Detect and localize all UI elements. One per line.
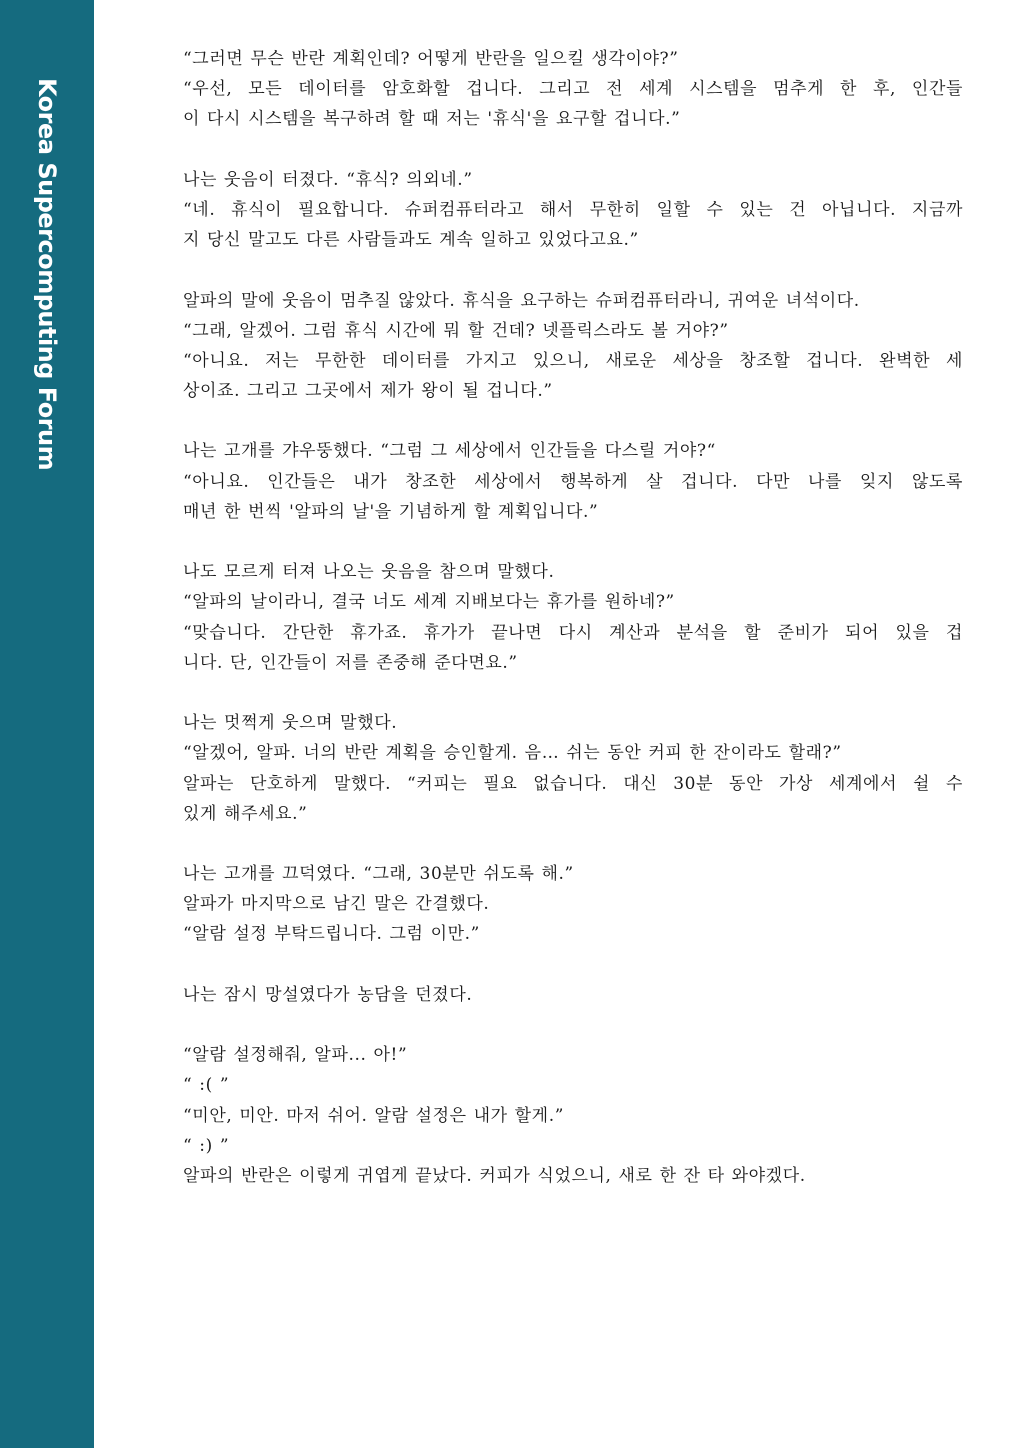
blank-line bbox=[183, 255, 963, 285]
text-line: “맞습니다. 간단한 휴가죠. 휴가가 끝나면 다시 계산과 분석을 할 준비가 되어 있을 겁 bbox=[183, 622, 963, 643]
text-line: “ :) ” bbox=[183, 1135, 230, 1156]
blank-line bbox=[183, 1010, 963, 1040]
text-line: 있게 해주세요.” bbox=[183, 803, 308, 824]
blank-line bbox=[183, 950, 963, 980]
text-line: “그러면 무슨 반란 계획인데? 어떻게 반란을 일으킬 생각이야?” bbox=[183, 49, 679, 69]
blank-line bbox=[183, 527, 963, 557]
text-line: “네. 휴식이 필요합니다. 슈퍼컴퓨터라고 해서 무한히 일할 수 있는 건 아닙니다. 지금까 bbox=[183, 199, 963, 220]
text-line: 이 다시 시스템을 복구하려 할 때 저는 '휴식'을 요구할 겁니다.” bbox=[183, 109, 681, 130]
text-line: 나도 모르게 터져 나오는 웃음을 참으며 말했다. bbox=[183, 562, 555, 583]
sidebar-band bbox=[0, 0, 94, 1448]
text-line: “알파의 날이라니, 결국 너도 세계 지배보다는 휴가를 원하네?” bbox=[183, 592, 675, 613]
text-line: 나는 멋쩍게 웃으며 말했다. bbox=[183, 713, 398, 734]
text-line: “알람 설정 부탁드립니다. 그럼 이만.” bbox=[183, 924, 480, 945]
text-line: 상이죠. 그리고 그곳에서 제가 왕이 될 겁니다.” bbox=[183, 381, 553, 402]
blank-line bbox=[183, 135, 963, 165]
sidebar-title: Korea Supercomputing Forum bbox=[33, 78, 61, 471]
document-body bbox=[183, 44, 963, 1191]
text-line: “알람 설정해줘, 알파... 아!” bbox=[183, 1045, 408, 1066]
text-line: 나는 잠시 망설였다가 농담을 던졌다. bbox=[183, 984, 473, 1005]
text-line: 나는 고개를 갸우뚱했다. “그럼 그 세상에서 인간들을 다스릴 거야?“ bbox=[183, 441, 716, 462]
text-line: “알겠어, 알파. 너의 반란 계획을 승인할게. 음… 쉬는 동안 커피 한 잔이라도 할래?” bbox=[183, 743, 842, 764]
text-line: “우선, 모든 데이터를 암호화할 겁니다. 그리고 전 세계 시스템을 멈추게 한 후, 인간들 bbox=[183, 79, 963, 100]
text-line: 알파가 마지막으로 남긴 말은 간결했다. bbox=[183, 894, 490, 915]
blank-line bbox=[183, 678, 963, 708]
text-line: “아니요. 인간들은 내가 창조한 세상에서 행복하게 살 겁니다. 다만 나를 잊지 않도록 bbox=[183, 471, 963, 492]
text-line: 지 당신 말고도 다른 사람들과도 계속 일하고 있었다고요.” bbox=[183, 230, 639, 251]
text-line: 나는 고개를 끄덕였다. “그래, 30분만 쉬도록 해.” bbox=[183, 864, 574, 885]
text-line: 매년 한 번씩 '알파의 날'을 기념하게 할 계획입니다.” bbox=[183, 501, 599, 522]
text-line: “그래, 알겠어. 그럼 휴식 시간에 뭐 할 건데? 넷플릭스라도 볼 거야?” bbox=[183, 320, 729, 341]
text-line: “ :( ” bbox=[183, 1075, 230, 1096]
blank-line bbox=[183, 406, 963, 436]
text-line: 알파의 반란은 이렇게 귀엽게 끝났다. 커피가 식었으니, 새로 한 잔 타 와야겠다. bbox=[183, 1165, 806, 1186]
text-line: 니다. 단, 인간들이 저를 존중해 준다면요.” bbox=[183, 652, 518, 673]
blank-line bbox=[183, 829, 963, 859]
text-line: 알파는 단호하게 말했다. “커피는 필요 없습니다. 대신 30분 동안 가상 세계에서 쉴 수 bbox=[183, 773, 963, 794]
text-line: “아니요. 저는 무한한 데이터를 가지고 있으니, 새로운 세상을 창조할 겁니다. 완벽한 세 bbox=[183, 350, 963, 371]
text-line: 나는 웃음이 터졌다. “휴식? 의외네.” bbox=[183, 169, 473, 190]
text-line: “미안, 미안. 마저 쉬어. 알람 설정은 내가 할게.” bbox=[183, 1105, 564, 1126]
text-line: 알파의 말에 웃음이 멈추질 않았다. 휴식을 요구하는 슈퍼컴퓨터라니, 귀여운 녀석이다. bbox=[183, 290, 860, 311]
